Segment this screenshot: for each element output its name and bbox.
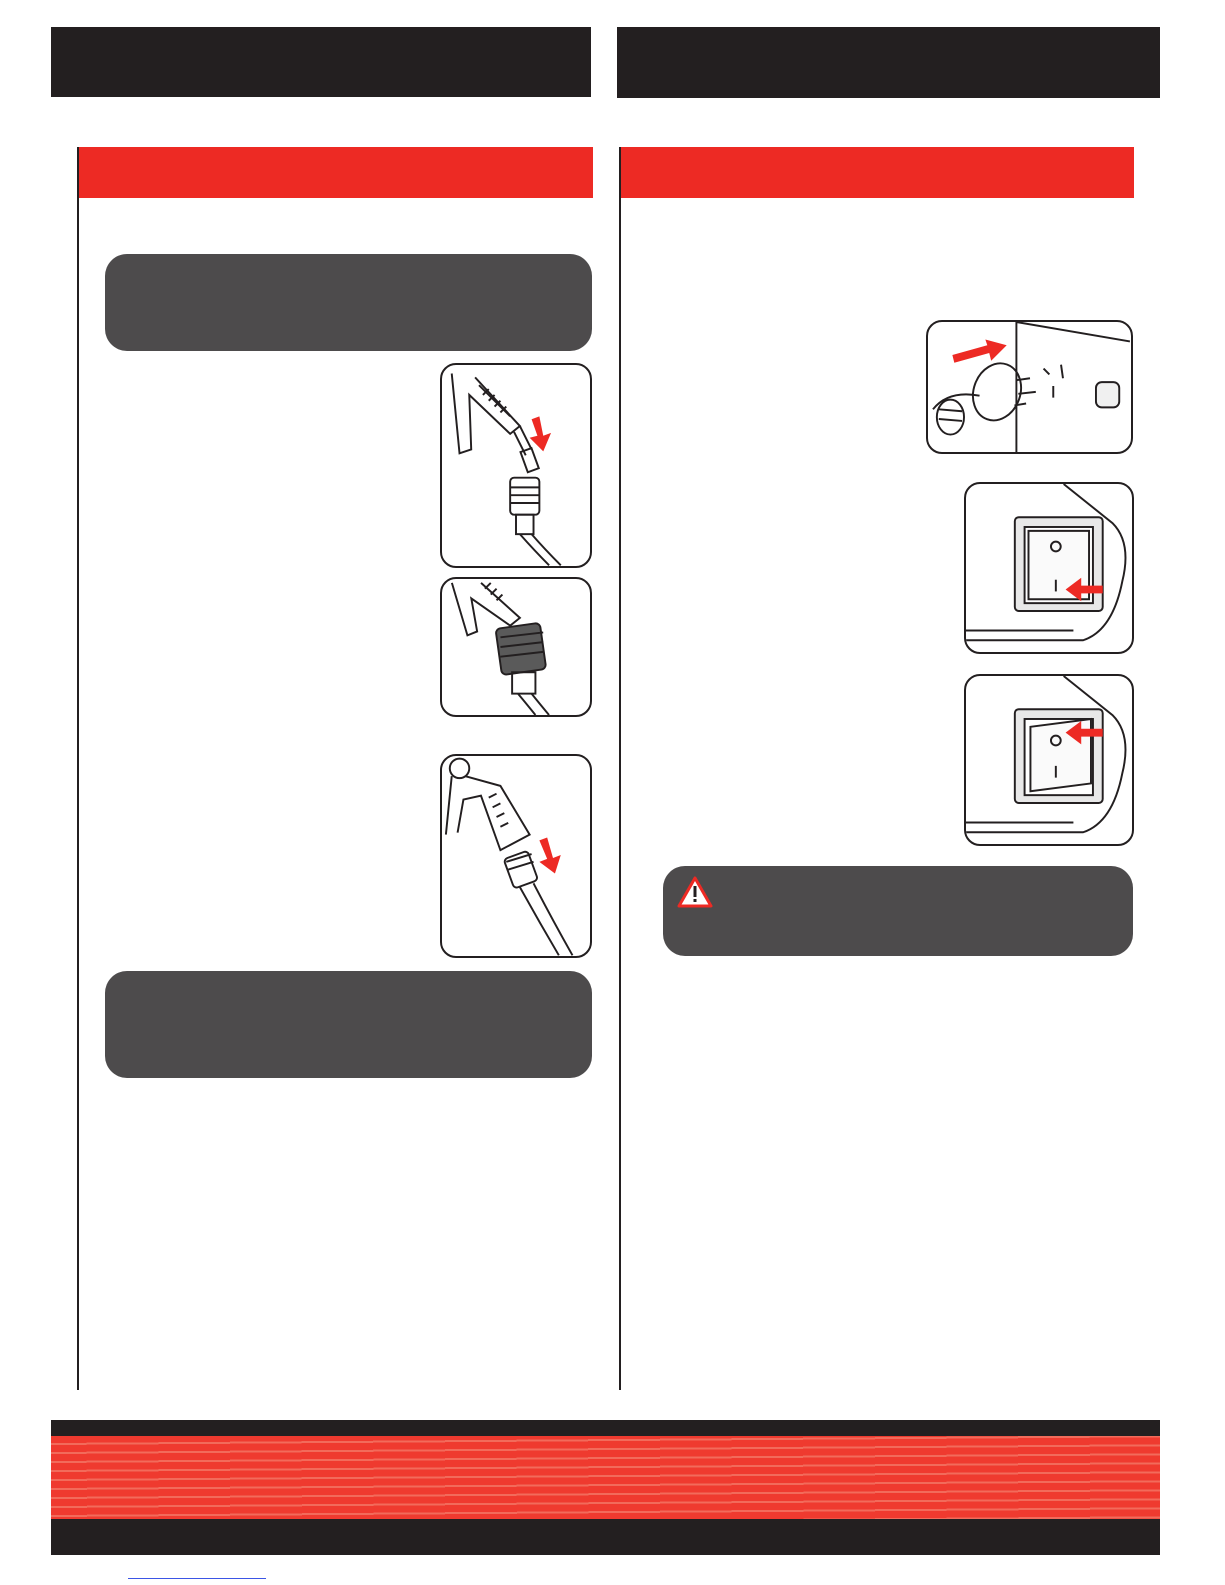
gun-hose-connect-illustration (440, 754, 592, 958)
footer-link-underline[interactable] (128, 1578, 266, 1579)
left-column-rule (77, 147, 79, 1390)
left-note-box-bottom (105, 971, 592, 1078)
right-column-rule (619, 147, 621, 1390)
plug-socket-drawing (928, 322, 1131, 452)
header-bar-left (51, 27, 591, 97)
switch-off-drawing (966, 676, 1132, 844)
plug-socket-illustration (926, 320, 1133, 454)
right-section-title-bar (621, 147, 1134, 198)
nozzle-connected-drawing (442, 579, 590, 715)
nozzle-connected-illustration (440, 577, 592, 717)
warning-triangle-icon (677, 876, 713, 908)
switch-off-illustration (964, 674, 1134, 846)
gun-hose-connect-drawing (442, 756, 590, 956)
header-bar-right (617, 27, 1160, 98)
switch-on-illustration (964, 482, 1134, 654)
nozzle-connect-drawing (442, 365, 590, 566)
footer-stripes (51, 1436, 1160, 1519)
nozzle-connect-illustration (440, 363, 592, 568)
right-warning-box (663, 866, 1133, 956)
left-note-box-top (105, 254, 592, 351)
switch-on-drawing (966, 484, 1132, 652)
left-section-title-bar (79, 147, 593, 198)
